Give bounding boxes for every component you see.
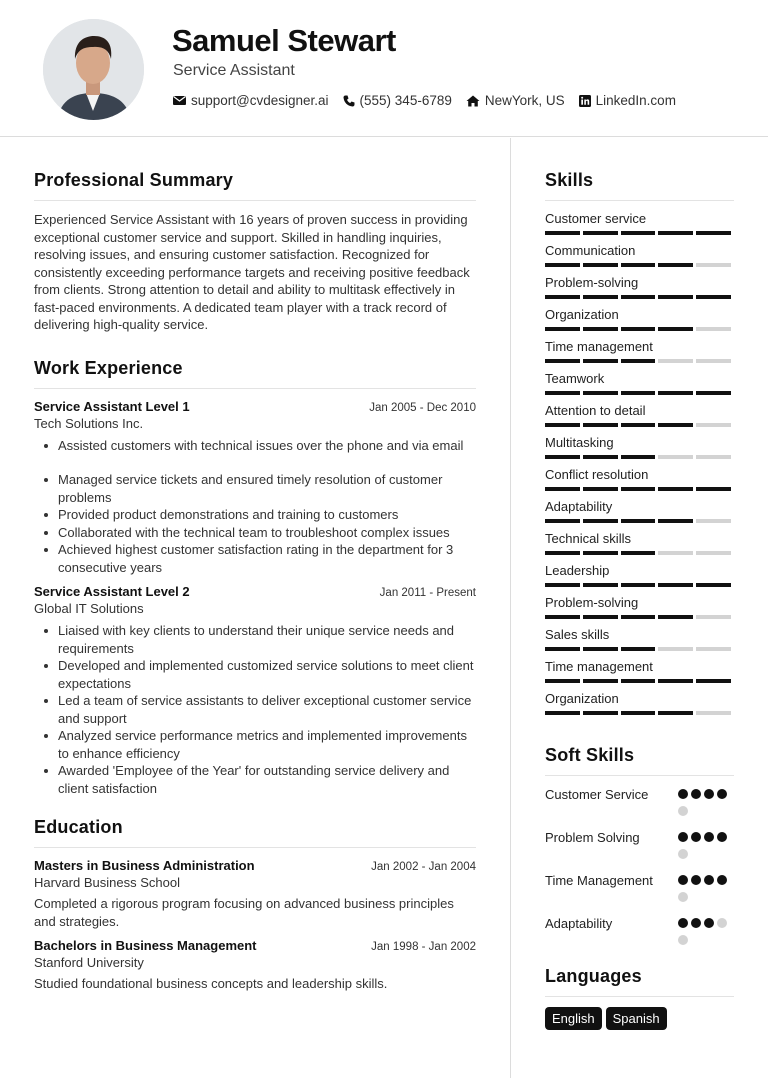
skill-level-segment: [545, 647, 580, 651]
skill-level-segment: [696, 327, 731, 331]
skill-name: Problem-solving: [545, 595, 639, 610]
skill-level-segment: [696, 615, 731, 619]
soft-skill-rating: [678, 786, 734, 823]
skill-item: [545, 595, 734, 619]
skill-level-segment: [621, 583, 656, 587]
rating-dot: [691, 918, 701, 928]
skill-name: Multitasking: [545, 435, 614, 450]
skill-name: Adaptability: [545, 499, 613, 514]
education-header: [34, 858, 476, 873]
job-bullet: Assisted customers with technical issues over the phone and via email: [42, 437, 476, 455]
skill-level-segment: [621, 391, 656, 395]
job-bullet: Liaised with key clients to understand their unique service needs and requirements: [42, 622, 476, 657]
skill-name: Teamwork: [545, 371, 605, 386]
skill-level-segment: [545, 231, 580, 235]
job-bullet: Achieved highest customer satisfaction rating in the department for 3 consecutive years: [42, 541, 476, 576]
skill-level-segment: [583, 391, 618, 395]
skill-level-segment: [696, 711, 731, 715]
education-header: [34, 938, 476, 953]
skill-level-segment: [545, 679, 580, 683]
skill-level-bar: [545, 711, 734, 715]
skill-item: [545, 243, 734, 267]
education-description: Studied foundational business concepts and leadership skills.: [34, 976, 388, 991]
contact-location: [466, 93, 565, 108]
rating-dot: [678, 892, 688, 902]
column-divider: [510, 138, 511, 1078]
language-badge: Spanish: [606, 1007, 667, 1030]
skill-item: [545, 659, 734, 683]
rating-dot: [717, 875, 727, 885]
rating-dot: [717, 789, 727, 799]
contact-row: [173, 93, 690, 108]
job-date: Jan 2011 - Present: [379, 587, 476, 599]
skill-level-segment: [621, 263, 656, 267]
rating-dot: [704, 789, 714, 799]
language-badge: English: [545, 1007, 602, 1030]
contact-phone[interactable]: [343, 93, 452, 108]
skill-level-segment: [545, 391, 580, 395]
job-entry: [34, 399, 476, 577]
skill-level-segment: [545, 455, 580, 459]
skill-level-segment: [658, 679, 693, 683]
skill-level-segment: [621, 551, 656, 555]
skill-level-segment: [658, 423, 693, 427]
skill-level-segment: [621, 423, 656, 427]
skill-name: Sales skills: [545, 627, 610, 642]
degree-title: Bachelors in Business Management: [34, 938, 257, 953]
rating-dot: [678, 935, 688, 945]
skill-name: Problem-solving: [545, 275, 639, 290]
linkedin-text: LinkedIn.com: [595, 93, 676, 108]
skill-item: [545, 499, 734, 523]
education-heading: Education: [34, 817, 476, 848]
skill-level-segment: [583, 359, 618, 363]
job-company: Global IT Solutions: [34, 601, 144, 616]
skill-level-segment: [621, 359, 656, 363]
skill-level-segment: [696, 551, 731, 555]
skill-level-segment: [658, 615, 693, 619]
skill-level-bar: [545, 647, 734, 651]
skill-level-segment: [583, 679, 618, 683]
skill-level-bar: [545, 263, 734, 267]
job-bullet: Developed and implemented customized service solutions to meet client expectations: [42, 657, 476, 692]
school-name: Stanford University: [34, 955, 144, 970]
soft-skills-heading: Soft Skills: [545, 745, 734, 776]
job-bullet: Awarded 'Employee of the Year' for outstanding service delivery and client satisfaction: [42, 762, 476, 797]
location-text: NewYork, US: [484, 93, 565, 108]
skill-level-bar: [545, 391, 734, 395]
sidebar-column: [545, 170, 734, 1030]
skill-level-segment: [621, 327, 656, 331]
soft-skill-name: Time Management: [545, 873, 653, 888]
skill-level-segment: [658, 519, 693, 523]
soft-skill-item: [545, 829, 734, 866]
summary-heading: Professional Summary: [34, 170, 476, 201]
contact-linkedin[interactable]: [579, 93, 676, 108]
skill-level-segment: [583, 295, 618, 299]
skill-level-segment: [545, 711, 580, 715]
skill-level-segment: [658, 391, 693, 395]
skill-level-bar: [545, 583, 734, 587]
envelope-icon: [173, 95, 186, 106]
skills-heading: Skills: [545, 170, 734, 201]
job-bullets: [34, 622, 476, 797]
skill-level-segment: [696, 583, 731, 587]
rating-dot: [704, 832, 714, 842]
skill-level-segment: [696, 263, 731, 267]
skill-item: [545, 435, 734, 459]
skill-name: Time management: [545, 339, 653, 354]
skill-level-segment: [583, 487, 618, 491]
skill-level-bar: [545, 551, 734, 555]
soft-skill-name: Adaptability: [545, 916, 613, 931]
job-bullet: Managed service tickets and ensured timely resolution of customer problems: [42, 471, 476, 506]
rating-dot: [678, 789, 688, 799]
school-name: Harvard Business School: [34, 875, 180, 890]
rating-dot: [691, 832, 701, 842]
skill-level-segment: [621, 615, 656, 619]
languages-list: [545, 1007, 734, 1030]
rating-dot: [678, 875, 688, 885]
skill-level-segment: [621, 455, 656, 459]
skill-name: Time management: [545, 659, 653, 674]
education-entry: [34, 858, 476, 930]
rating-dot: [704, 875, 714, 885]
rating-dot: [691, 789, 701, 799]
skill-level-bar: [545, 295, 734, 299]
skill-level-segment: [696, 295, 731, 299]
skill-level-segment: [658, 647, 693, 651]
skill-level-segment: [621, 711, 656, 715]
skill-level-segment: [696, 455, 731, 459]
resume-header: [0, 0, 768, 137]
job-title: Service Assistant Level 1: [34, 398, 190, 414]
education-description: Completed a rigorous program focusing on advanced business principles and strategies.: [34, 896, 454, 929]
skill-level-segment: [545, 615, 580, 619]
skill-level-segment: [658, 455, 693, 459]
skill-level-segment: [621, 679, 656, 683]
education-date: Jan 1998 - Jan 2002: [371, 941, 476, 953]
skill-level-segment: [583, 423, 618, 427]
skill-level-segment: [583, 551, 618, 555]
experience-heading: Work Experience: [34, 358, 476, 389]
skill-level-segment: [696, 359, 731, 363]
skill-level-segment: [545, 295, 580, 299]
candidate-role: Service Assistant: [173, 62, 295, 79]
skill-level-segment: [658, 359, 693, 363]
skill-level-bar: [545, 359, 734, 363]
soft-skill-item: [545, 786, 734, 823]
skill-level-segment: [545, 551, 580, 555]
soft-skills-list: [545, 786, 734, 952]
skill-level-segment: [696, 423, 731, 427]
skill-level-segment: [696, 487, 731, 491]
rating-dot: [704, 918, 714, 928]
job-bullet: Provided product demonstrations and training to customers: [42, 506, 476, 524]
skill-level-segment: [545, 487, 580, 491]
main-column: [34, 170, 476, 1001]
skill-item: [545, 467, 734, 491]
rating-dot: [678, 832, 688, 842]
skill-level-bar: [545, 519, 734, 523]
soft-skill-item: [545, 872, 734, 909]
skill-name: Customer service: [545, 211, 647, 226]
skill-level-segment: [696, 391, 731, 395]
skill-name: Conflict resolution: [545, 467, 649, 482]
skill-name: Technical skills: [545, 531, 631, 546]
candidate-name: Samuel Stewart: [172, 23, 396, 58]
degree-title: Masters in Business Administration: [34, 858, 255, 873]
skill-level-segment: [583, 711, 618, 715]
skill-level-segment: [545, 263, 580, 267]
soft-skill-name: Problem Solving: [545, 830, 640, 845]
job-title: Service Assistant Level 2: [34, 584, 190, 599]
skill-level-bar: [545, 327, 734, 331]
skill-level-segment: [658, 487, 693, 491]
skill-item: [545, 307, 734, 331]
skill-level-segment: [583, 583, 618, 587]
skill-name: Leadership: [545, 563, 610, 578]
skill-level-segment: [658, 295, 693, 299]
job-header: [34, 399, 476, 414]
skill-level-bar: [545, 231, 734, 235]
job-header: [34, 584, 476, 599]
rating-dot: [717, 832, 727, 842]
rating-dot: [691, 875, 701, 885]
skill-level-bar: [545, 679, 734, 683]
education-list: [34, 858, 476, 993]
soft-skill-rating: [678, 829, 734, 866]
soft-skill-rating: [678, 872, 734, 909]
soft-skill-name: Customer Service: [545, 787, 649, 802]
skill-level-segment: [545, 583, 580, 587]
skill-level-segment: [696, 519, 731, 523]
languages-heading: Languages: [545, 966, 734, 997]
skill-level-segment: [621, 231, 656, 235]
skill-level-bar: [545, 423, 734, 427]
skill-level-segment: [696, 679, 731, 683]
soft-skill-rating: [678, 915, 734, 952]
skill-level-bar: [545, 615, 734, 619]
rating-dot: [678, 849, 688, 859]
job-bullet: Led a team of service assistants to deliver exceptional customer service and support: [42, 692, 476, 727]
skill-item: [545, 275, 734, 299]
skill-level-segment: [583, 455, 618, 459]
skill-level-segment: [658, 231, 693, 235]
skill-item: [545, 691, 734, 715]
skill-item: [545, 371, 734, 395]
skill-level-segment: [583, 231, 618, 235]
skill-level-segment: [583, 647, 618, 651]
linkedin-icon: [579, 95, 591, 107]
job-bullet: Analyzed service performance metrics and implemented improvements to enhance efficiency: [42, 727, 476, 762]
skill-name: Organization: [545, 691, 619, 706]
skill-level-segment: [583, 263, 618, 267]
phone-icon: [343, 95, 355, 107]
skill-level-segment: [545, 519, 580, 523]
summary-text: Experienced Service Assistant with 16 years of proven success in providing exceptional customer service and support. Skilled in handling inquiries, resolving issues, and ensuring customer satisfaction. Recognized for consistently exceeding performance targets and receiving positive feedback from clients. Strong attention to detail and ability to multitask effectively in fast-paced environments. A dedicated team player with a track record of delivering high-quality service.: [34, 212, 470, 332]
skill-level-bar: [545, 455, 734, 459]
skill-level-segment: [658, 711, 693, 715]
job-date: Jan 2005 - Dec 2010: [369, 401, 476, 414]
job-bullets: [34, 437, 476, 577]
skill-item: [545, 627, 734, 651]
skill-name: Attention to detail: [545, 403, 646, 418]
skill-item: [545, 531, 734, 555]
email-text: support@cvdesigner.ai: [191, 93, 329, 108]
skill-level-segment: [658, 551, 693, 555]
education-entry: [34, 938, 476, 993]
skill-level-bar: [545, 487, 734, 491]
skill-level-segment: [696, 231, 731, 235]
skill-level-segment: [658, 583, 693, 587]
skill-level-segment: [621, 519, 656, 523]
skill-level-segment: [696, 647, 731, 651]
skill-item: [545, 403, 734, 427]
skill-level-segment: [621, 487, 656, 491]
avatar-icon: [43, 19, 144, 120]
skill-level-segment: [545, 423, 580, 427]
phone-text: (555) 345-6789: [359, 93, 452, 108]
profile-photo: [43, 19, 144, 120]
skill-item: [545, 339, 734, 363]
skill-level-segment: [658, 263, 693, 267]
experience-list: [34, 399, 476, 798]
skill-name: Organization: [545, 307, 619, 322]
skill-level-segment: [621, 647, 656, 651]
soft-skill-item: [545, 915, 734, 952]
job-entry: [34, 584, 476, 797]
contact-email[interactable]: [173, 93, 329, 108]
skill-level-segment: [583, 519, 618, 523]
rating-dot: [678, 918, 688, 928]
skill-level-segment: [545, 327, 580, 331]
education-date: Jan 2002 - Jan 2004: [371, 861, 476, 873]
rating-dot: [678, 806, 688, 816]
skill-name: Communication: [545, 243, 636, 258]
skill-level-segment: [658, 327, 693, 331]
skill-item: [545, 563, 734, 587]
job-company: Tech Solutions Inc.: [34, 415, 144, 431]
skill-level-segment: [583, 615, 618, 619]
home-icon: [466, 95, 480, 107]
skill-level-segment: [545, 359, 580, 363]
job-bullet: Collaborated with the technical team to troubleshoot complex issues: [42, 524, 476, 542]
rating-dot: [717, 918, 727, 928]
skills-list: [545, 211, 734, 715]
skill-item: [545, 211, 734, 235]
skill-level-segment: [621, 295, 656, 299]
skill-level-segment: [583, 327, 618, 331]
